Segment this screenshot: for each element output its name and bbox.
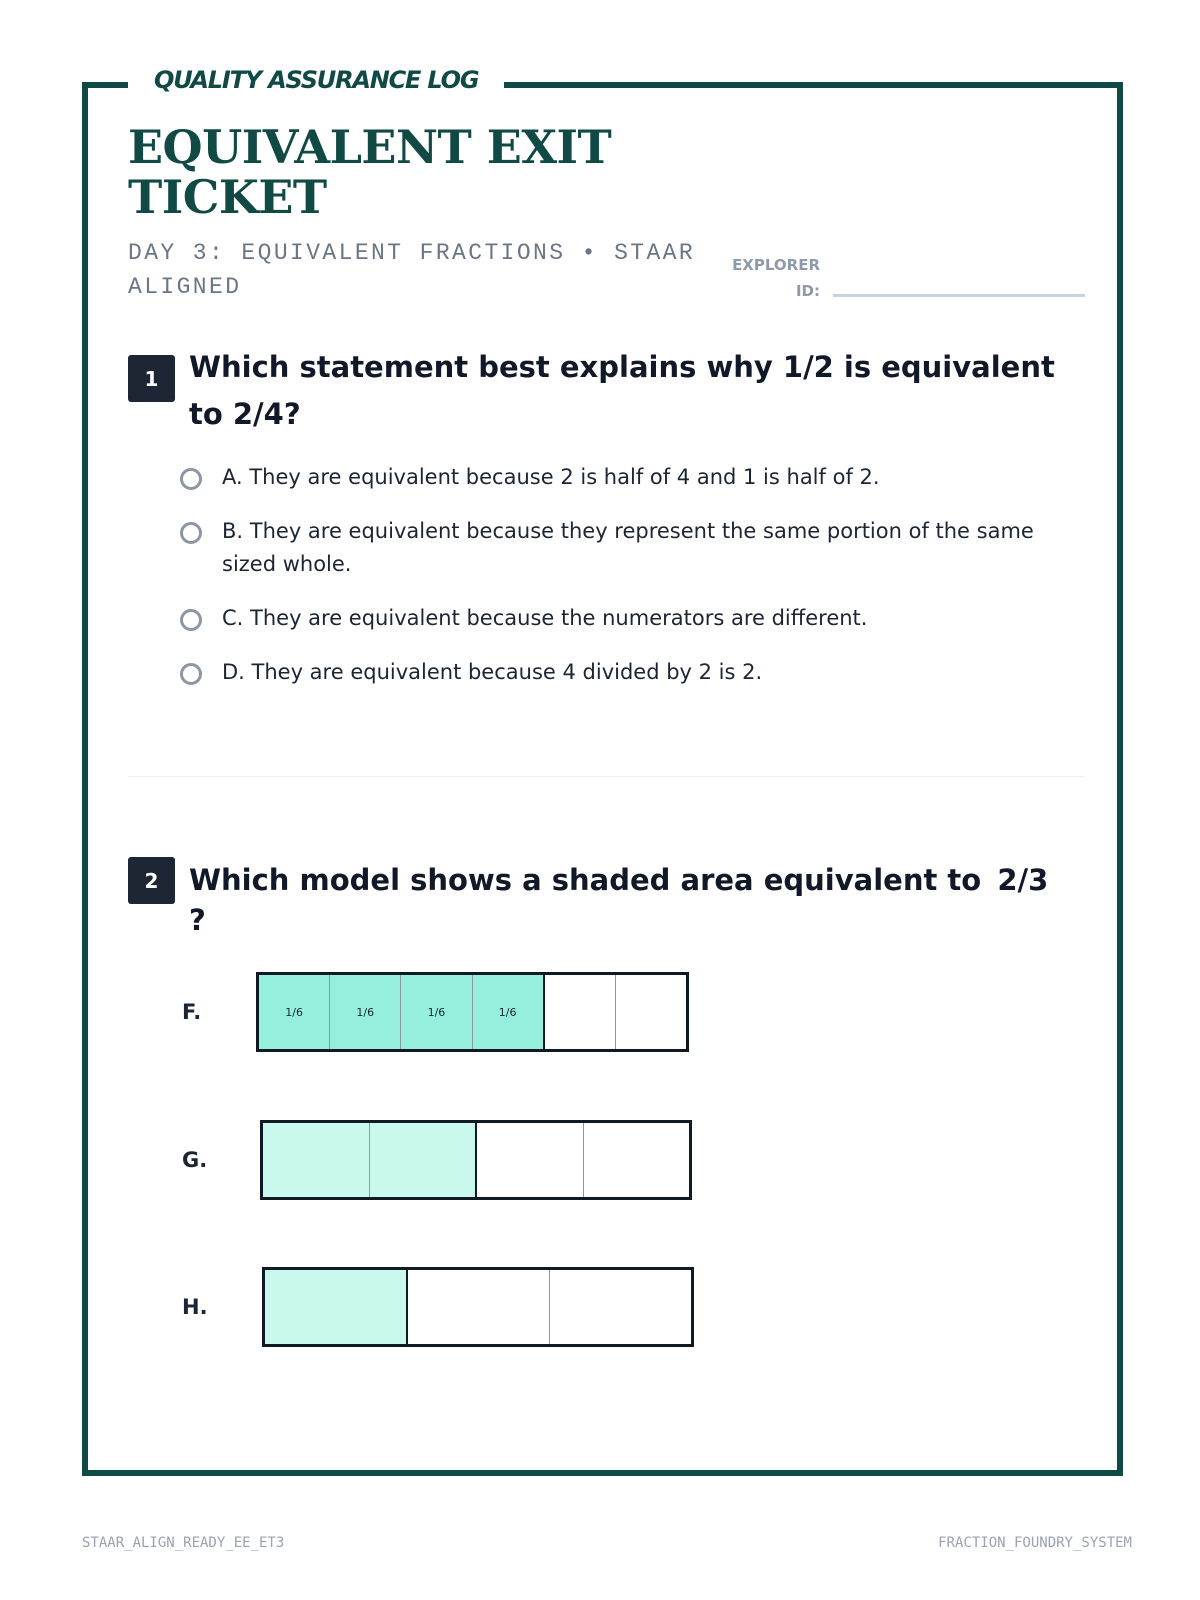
- radio-b[interactable]: [180, 522, 202, 544]
- footer-code-right: FRACTION_FOUNDRY_SYSTEM: [938, 1535, 1132, 1551]
- shaded-segment: 1/6: [400, 975, 471, 1049]
- model-g-label: G.: [182, 1148, 208, 1172]
- option-b-text: B. They are equivalent because they represent the same portion of the same sized whole.: [222, 519, 1034, 576]
- explorer-id-field[interactable]: [833, 294, 1085, 297]
- page-subtitle: DAY 3: EQUIVALENT FRACTIONS • STAAR ALIGNED: [128, 240, 696, 300]
- option-a[interactable]: [180, 461, 1080, 494]
- option-a-text: A. They are equivalent because 2 is half of 4 and 1 is half of 2.: [222, 465, 880, 489]
- option-d-text: D. They are equivalent because 4 divided by 2 is 2.: [222, 660, 763, 684]
- radio-c[interactable]: [180, 609, 202, 631]
- model-h-bar[interactable]: [262, 1267, 694, 1347]
- model-g-bar[interactable]: [260, 1120, 692, 1200]
- radio-d[interactable]: [180, 663, 202, 685]
- shaded-segment: [263, 1123, 369, 1197]
- question-2-badge: 2: [128, 857, 175, 904]
- page-title: EQUIVALENT EXIT TICKET: [128, 120, 612, 224]
- footer-code-left: STAAR_ALIGN_READY_EE_ET3: [82, 1535, 285, 1551]
- question-1-options: [180, 461, 1080, 710]
- question-2-fraction: 2/3: [997, 863, 1049, 897]
- question-2-text: [189, 860, 1069, 940]
- unshaded-segment: [406, 1270, 549, 1344]
- unshaded-segment: [615, 975, 686, 1049]
- option-b[interactable]: [180, 515, 1080, 581]
- unshaded-segment: [549, 1270, 691, 1344]
- shaded-segment: [369, 1123, 476, 1197]
- shaded-segment: [265, 1270, 406, 1344]
- shaded-segment: 1/6: [472, 975, 543, 1049]
- unshaded-segment: [583, 1123, 690, 1197]
- option-c[interactable]: [180, 602, 1080, 635]
- option-c-text: C. They are equivalent because the numerators are different.: [222, 606, 868, 630]
- model-f-label: F.: [182, 1000, 202, 1024]
- unshaded-segment: [543, 975, 615, 1049]
- section-divider: [128, 776, 1085, 777]
- model-f-bar[interactable]: [256, 972, 689, 1052]
- question-1-text: Which statement best explains why 1/2 is equivalent to 2/4?: [189, 350, 1055, 431]
- frame-legend: QUALITY ASSURANCE LOG: [128, 60, 504, 100]
- radio-a[interactable]: [180, 468, 202, 490]
- model-h-label: H.: [182, 1295, 208, 1319]
- shaded-segment: 1/6: [259, 975, 329, 1049]
- question-2-suffix: ?: [189, 903, 206, 937]
- shaded-segment: 1/6: [329, 975, 400, 1049]
- unshaded-segment: [475, 1123, 583, 1197]
- explorer-id-label: EXPLORER ID:: [732, 256, 820, 300]
- question-1-badge: 1: [128, 355, 175, 402]
- question-2-prefix: Which model shows a shaded area equivalent to: [189, 863, 982, 897]
- option-d[interactable]: [180, 656, 1080, 689]
